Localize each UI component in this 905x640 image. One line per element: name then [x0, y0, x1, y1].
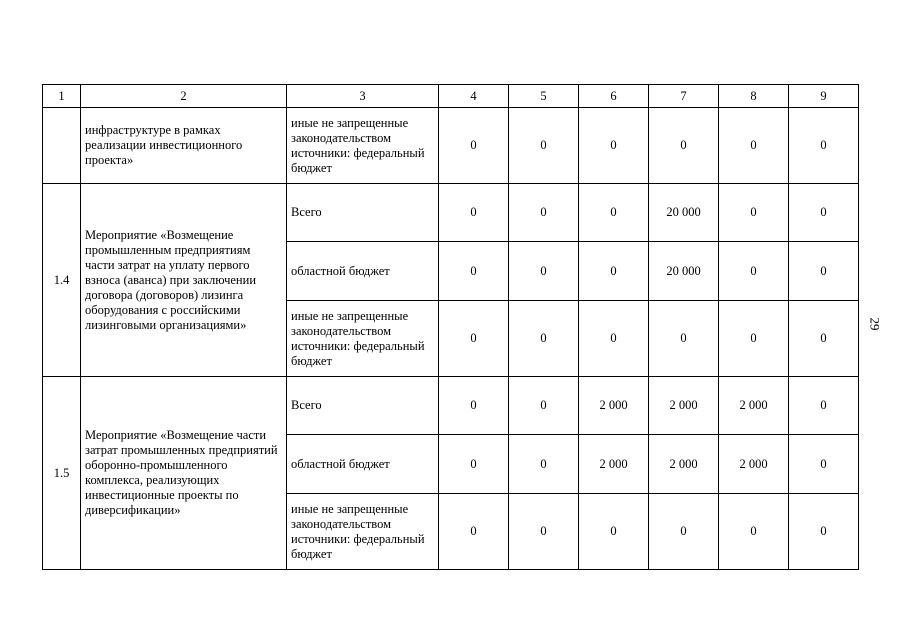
value-cell: 2 000 [649, 435, 719, 494]
measure-name: Мероприятие «Возмещение части затрат промышленных предприятий оборонно-промышленного комплекса, реализующих инвестиционные проекты по диверсификации» [81, 377, 287, 570]
value-cell: 20 000 [649, 242, 719, 301]
value-cell: 0 [789, 301, 859, 377]
measure-name: Мероприятие «Возмещение промышленным предприятиям части затрат на уплату первого взноса (аванса) при заключении договора (договоров) лизинга оборудования с российскими лизинговыми организациями» [81, 184, 287, 377]
value-cell: 0 [789, 108, 859, 184]
value-cell: 0 [509, 184, 579, 242]
value-cell: 0 [789, 184, 859, 242]
value-cell: 0 [789, 494, 859, 570]
header-row [43, 85, 859, 108]
value-cell: 0 [719, 108, 789, 184]
row-index [43, 108, 81, 184]
value-cell: 0 [719, 301, 789, 377]
value-cell: 0 [509, 242, 579, 301]
page-number: 29 [867, 317, 883, 331]
value-cell: 0 [719, 242, 789, 301]
value-cell: 0 [579, 301, 649, 377]
value-cell: 0 [579, 242, 649, 301]
value-cell: 0 [649, 301, 719, 377]
header-cell: 7 [649, 85, 719, 108]
header-cell: 6 [579, 85, 649, 108]
header-cell: 5 [509, 85, 579, 108]
value-cell: 20 000 [649, 184, 719, 242]
value-cell: 2 000 [579, 377, 649, 435]
value-cell: 2 000 [649, 377, 719, 435]
value-cell: 0 [439, 301, 509, 377]
funding-source: иные не запрещенные законодательством источники: федеральный бюджет [287, 494, 439, 570]
funding-source: иные не запрещенные законодательством источники: федеральный бюджет [287, 301, 439, 377]
value-cell: 0 [509, 301, 579, 377]
row-index: 1.5 [43, 377, 81, 570]
value-cell: 2 000 [719, 377, 789, 435]
value-cell: 2 000 [719, 435, 789, 494]
header-cell: 4 [439, 85, 509, 108]
header-cell: 9 [789, 85, 859, 108]
table-row [43, 377, 859, 435]
measure-name: инфраструктуре в рамках реализации инвестиционного проекта» [81, 108, 287, 184]
value-cell: 0 [509, 377, 579, 435]
header-cell: 2 [81, 85, 287, 108]
value-cell: 0 [439, 494, 509, 570]
funding-source: областной бюджет [287, 242, 439, 301]
value-cell: 0 [509, 494, 579, 570]
value-cell: 0 [649, 108, 719, 184]
value-cell: 0 [579, 184, 649, 242]
value-cell: 0 [439, 242, 509, 301]
value-cell: 0 [789, 242, 859, 301]
funding-source: областной бюджет [287, 435, 439, 494]
value-cell: 0 [649, 494, 719, 570]
funding-source: иные не запрещенные законодательством источники: федеральный бюджет [287, 108, 439, 184]
funding-source: Всего [287, 184, 439, 242]
value-cell: 0 [789, 435, 859, 494]
value-cell: 0 [439, 108, 509, 184]
value-cell: 0 [719, 184, 789, 242]
value-cell: 0 [439, 377, 509, 435]
value-cell: 0 [509, 108, 579, 184]
table-row [43, 184, 859, 242]
value-cell: 2 000 [579, 435, 649, 494]
value-cell: 0 [439, 184, 509, 242]
value-cell: 0 [719, 494, 789, 570]
row-index: 1.4 [43, 184, 81, 377]
header-cell: 3 [287, 85, 439, 108]
budget-table [42, 84, 859, 570]
header-cell: 1 [43, 85, 81, 108]
value-cell: 0 [439, 435, 509, 494]
value-cell: 0 [789, 377, 859, 435]
value-cell: 0 [509, 435, 579, 494]
value-cell: 0 [579, 494, 649, 570]
funding-source: Всего [287, 377, 439, 435]
value-cell: 0 [579, 108, 649, 184]
table-row [43, 108, 859, 184]
header-cell: 8 [719, 85, 789, 108]
